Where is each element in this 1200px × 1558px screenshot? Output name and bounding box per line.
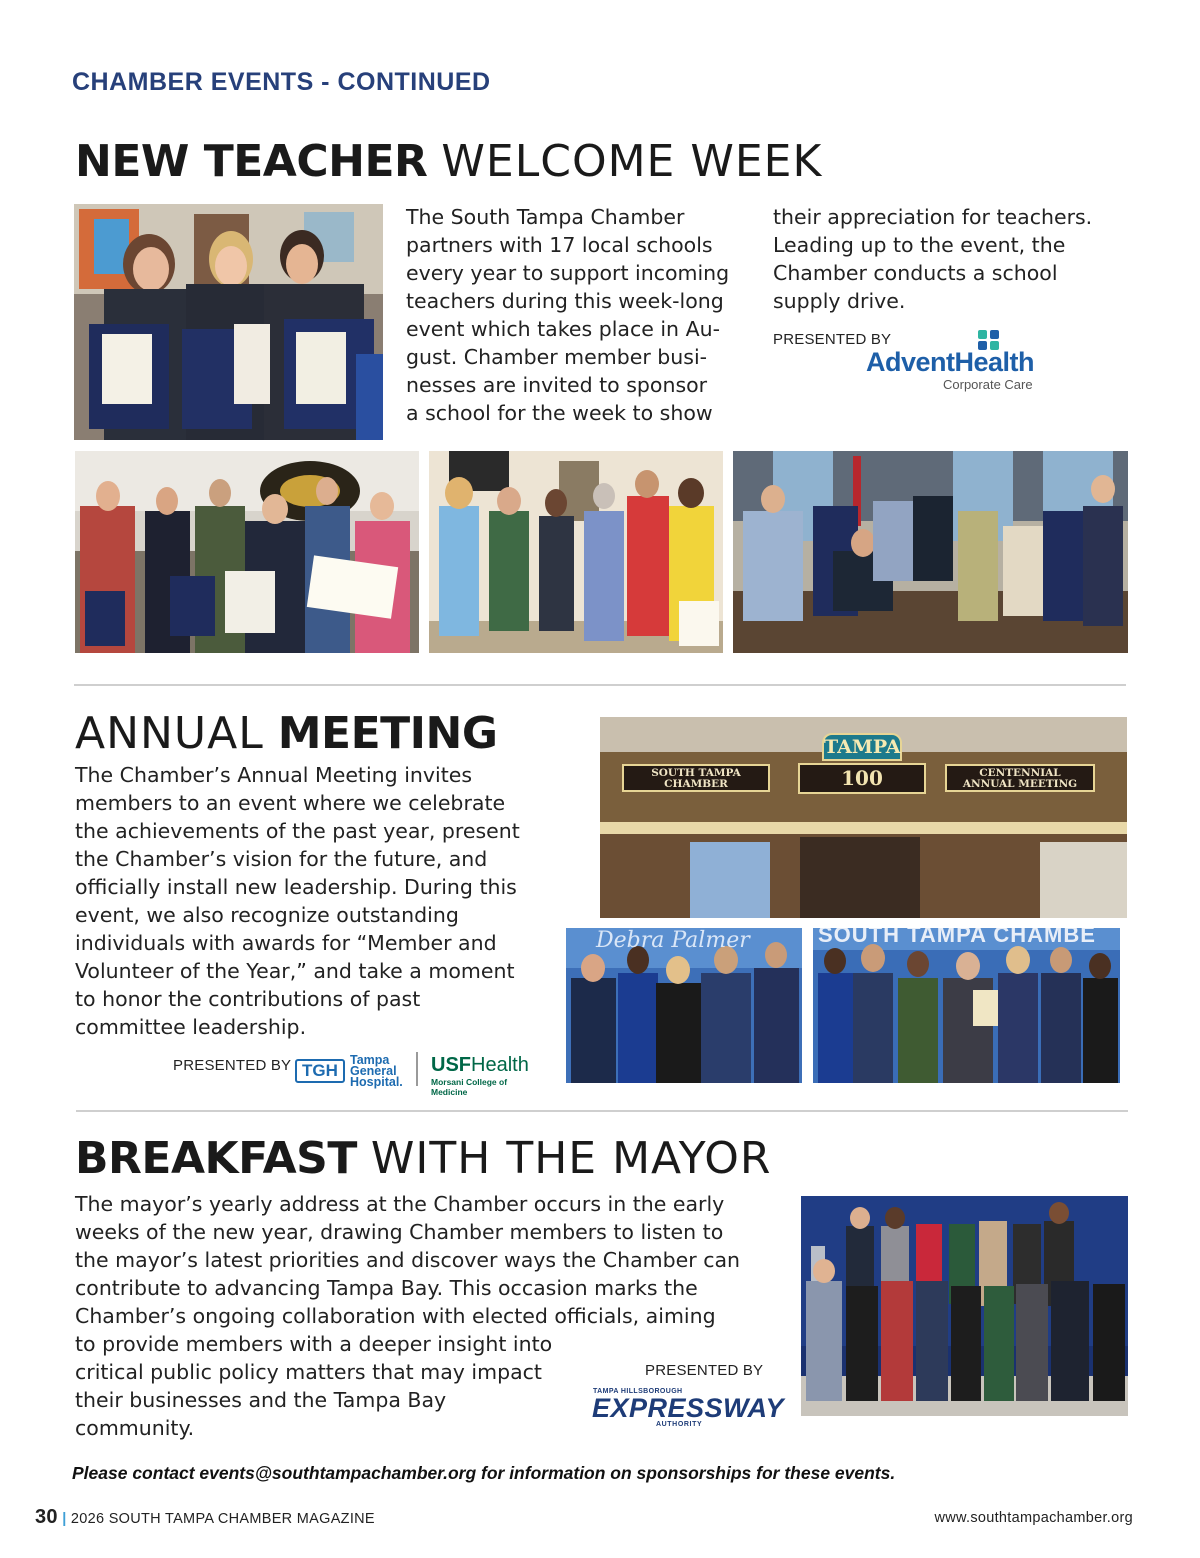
annual-photo-award-2	[813, 928, 1120, 1083]
teacher-text-col2	[773, 203, 1143, 315]
footer-left	[35, 1506, 375, 1529]
text-line: members to an event where we celebrate	[75, 791, 506, 815]
annual-text	[75, 761, 555, 1041]
text-line: The mayor’s yearly address at the Chamber occurs in the early	[75, 1192, 725, 1216]
text-line: partners with 17 local schools	[406, 233, 713, 257]
teacher-heading-light: WELCOME WEEK	[441, 136, 823, 187]
annual-heading-bold: MEETING	[277, 708, 498, 759]
text-line: their businesses and the Tampa Bay	[75, 1388, 447, 1412]
expressway-logo	[590, 1388, 785, 1430]
mayor-heading-light: WITH THE MAYOR	[370, 1133, 772, 1184]
usf-health-name: USFHealth	[431, 1054, 529, 1076]
expressway-main: EXPRESSWAY	[592, 1393, 785, 1423]
text-line: every year to support incoming	[406, 261, 730, 285]
annual-presented-by: PRESENTED BY	[173, 1057, 292, 1074]
logo-separator	[416, 1052, 418, 1086]
text-line: gust. Chamber member busi-	[406, 345, 708, 369]
text-line: nesses are invited to sponsor	[406, 373, 708, 397]
teacher-text-col1	[406, 203, 756, 427]
text-line: to provide members with a deeper insight into	[75, 1332, 553, 1356]
text-line: contribute to advancing Tampa Bay. This occasion marks the	[75, 1276, 698, 1300]
teacher-photo-main	[74, 204, 383, 440]
text-line: The South Tampa Chamber	[406, 205, 685, 229]
tgh-mark: TGH	[295, 1059, 345, 1083]
adventhealth-sub: Corporate Care	[943, 377, 1033, 392]
teacher-presented-by: PRESENTED BY	[773, 331, 892, 348]
text-line: The Chamber’s Annual Meeting invites	[75, 763, 473, 787]
text-line: Leading up to the event, the	[773, 233, 1066, 257]
teacher-heading	[75, 136, 823, 187]
teacher-photo-4	[733, 451, 1128, 653]
expressway-top: TAMPA HILLSBOROUGH	[593, 1388, 683, 1395]
adventhealth-name: AdventHealth	[866, 347, 1035, 377]
text-line: Volunteer of the Year,” and take a moment	[75, 959, 515, 983]
text-line: individuals with awards for “Member and	[75, 931, 497, 955]
usf-health-logo	[431, 1054, 541, 1097]
annual-photo-award-1	[566, 928, 802, 1083]
page-number: 30	[35, 1506, 58, 1528]
usf-health-sub: Morsani College of Medicine	[431, 1077, 508, 1097]
expressway-bottom: AUTHORITY	[656, 1421, 703, 1428]
text-line: the achievements of the past year, present	[75, 819, 520, 843]
text-line: Chamber’s ongoing collaboration with elected officials, aiming	[75, 1304, 716, 1328]
text-line: teachers during this week-long	[406, 289, 724, 313]
magazine-title: 2026 SOUTH TAMPA CHAMBER MAGAZINE	[70, 1511, 375, 1527]
teacher-photo-2	[75, 451, 419, 653]
marquee-center: 100	[798, 763, 926, 794]
text-line: their appreciation for teachers.	[773, 205, 1093, 229]
annual-photo-theatre	[600, 717, 1127, 918]
sponsorship-contact-note: Please contact events@southtampachamber.org for information on sponsorships for these events.	[72, 1463, 896, 1483]
banner-name-right: SOUTH TAMPA CHAMBE	[818, 928, 1096, 947]
website-link[interactable]: www.southtampachamber.org	[934, 1510, 1133, 1526]
mayor-heading	[75, 1133, 772, 1184]
annual-heading-light: ANNUAL	[75, 708, 264, 759]
marquee-tampa-sign: TAMPA	[822, 733, 902, 761]
text-line: Chamber conducts a school	[773, 261, 1058, 285]
marquee-right: CENTENNIAL ANNUAL MEETING	[945, 764, 1095, 792]
marquee-left: SOUTH TAMPA CHAMBER	[622, 764, 770, 792]
text-line: community.	[75, 1416, 195, 1440]
mayor-heading-bold: BREAKFAST	[75, 1133, 357, 1184]
tgh-logo	[295, 1053, 405, 1089]
text-line: officially install new leadership. During this	[75, 875, 517, 899]
text-line: critical public policy matters that may impact	[75, 1360, 542, 1384]
annual-heading	[75, 708, 498, 759]
text-line: weeks of the new year, drawing Chamber members to listen to	[75, 1220, 724, 1244]
teacher-photo-3	[429, 451, 723, 653]
text-line: committee leadership.	[75, 1015, 307, 1039]
text-line: the mayor’s latest priorities and discover ways the Chamber can	[75, 1248, 741, 1272]
divider	[74, 684, 1126, 686]
text-line: the Chamber’s vision for the future, and	[75, 847, 488, 871]
text-line: to honor the contributions of past	[75, 987, 421, 1011]
adventhealth-logo	[862, 327, 1047, 393]
text-line: event, we also recognize outstanding	[75, 903, 459, 927]
mayor-presented-by: PRESENTED BY	[645, 1362, 764, 1379]
text-line: event which takes place in Au-	[406, 317, 720, 341]
divider	[76, 1110, 1128, 1112]
mayor-photo-group	[801, 1196, 1128, 1416]
footer-separator: |	[62, 1511, 67, 1527]
section-tag: CHAMBER EVENTS - CONTINUED	[72, 68, 491, 96]
text-line: supply drive.	[773, 289, 906, 313]
text-line: a school for the week to show	[406, 401, 713, 425]
banner-name-left: Debra Palmer	[596, 928, 750, 953]
tgh-name: Tampa General Hospital.	[350, 1053, 403, 1089]
teacher-heading-bold: NEW TEACHER	[75, 136, 428, 187]
